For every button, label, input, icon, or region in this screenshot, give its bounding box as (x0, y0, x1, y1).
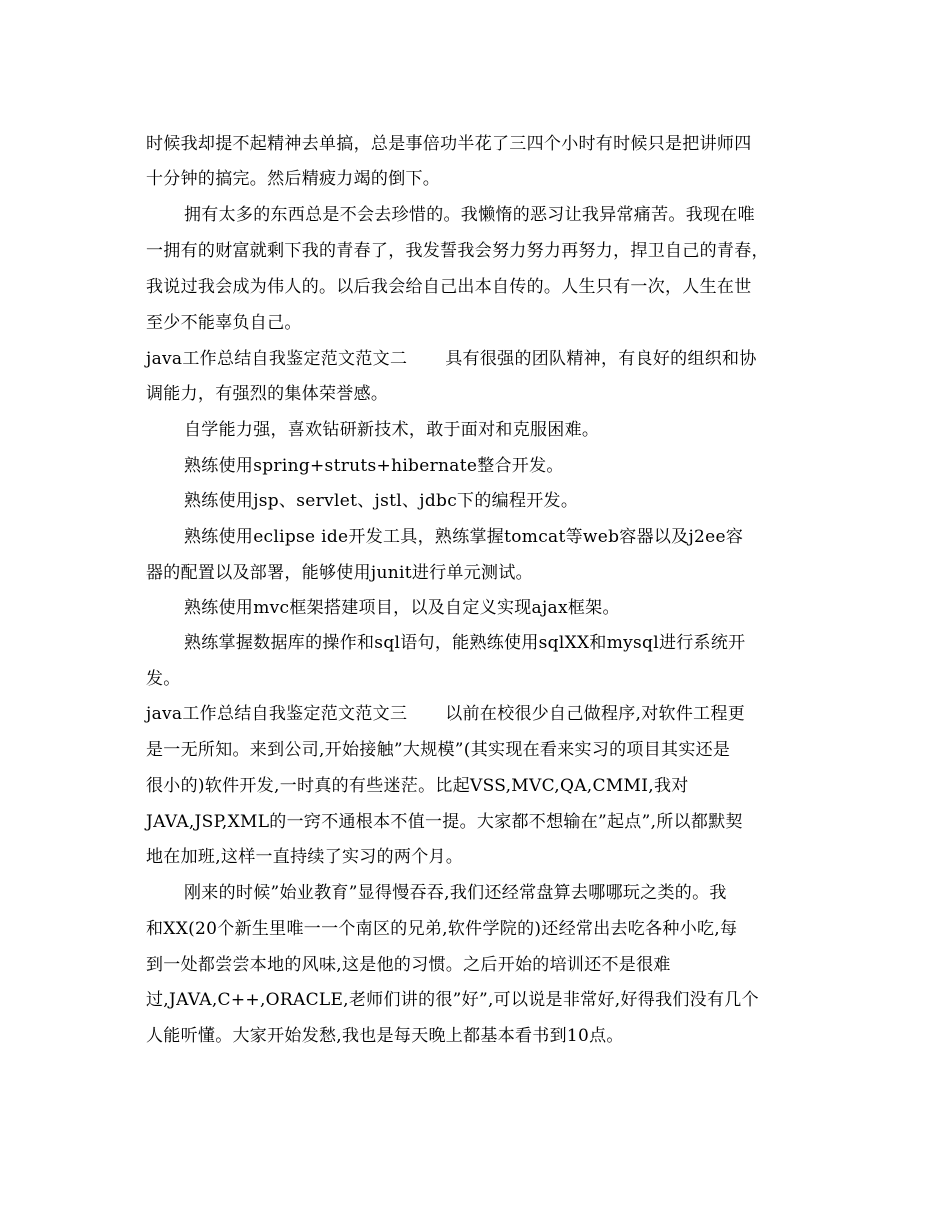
heading-trailing-text: 具有很强的团队精神，有良好的组织和协 (445, 349, 757, 369)
section-heading-line (146, 704, 745, 724)
paragraph-first-line: 拥有太多的东西总是不会去珍惜的。我懒惰的恶习让我异常痛苦。我现在唯 (184, 205, 755, 225)
paragraph-first-line: 自学能力强，喜欢钻研新技术，敢于面对和克服困难。 (184, 420, 600, 440)
heading-trailing-text: 以前在校很少自己做程序,对软件工程更 (445, 704, 746, 724)
text-line: 和XX(20个新生里唯一一个南区的兄弟,软件学院的)还经常出去吃各种小吃,每 (146, 919, 738, 939)
paragraph-first-line: 熟练使用mvc框架搭建项目，以及自定义实现ajax框架。 (184, 598, 620, 618)
paragraph-first-line: 熟练使用eclipse ide开发工具，熟练掌握tomcat等web容器以及j2ee容 (184, 527, 744, 547)
text-line: 至少不能辜负自己。 (146, 313, 302, 333)
text-line: 我说过我会成为伟人的。以后我会给自己出本自传的。人生只有一次，人生在世 (146, 277, 752, 297)
text-line: 发。 (146, 669, 181, 689)
section-heading-line (146, 349, 757, 369)
text-line: 很小的)软件开发,一时真的有些迷茫。比起VSS,MVC,QA,CMMI,我对 (146, 776, 689, 796)
text-line: 时候我却提不起精神去单搞，总是事倍功半花了三四个小时有时候只是把讲师四 (146, 134, 752, 154)
section-heading: java工作总结自我鉴定范文范文二 (146, 349, 408, 369)
text-line: 调能力，有强烈的集体荣誉感。 (146, 384, 389, 404)
text-line: 器的配置以及部署，能够使用junit进行单元测试。 (146, 563, 533, 583)
paragraph-first-line: 熟练使用spring+struts+hibernate整合开发。 (184, 456, 564, 476)
paragraph-first-line: 刚来的时候”始业教育”显得慢吞吞,我们还经常盘算去哪哪玩之类的。我 (184, 883, 727, 903)
section-heading: java工作总结自我鉴定范文范文三 (146, 704, 408, 724)
text-line: 到一处都尝尝本地的风味,这是他的习惯。之后开始的培训还不是很难 (146, 955, 671, 975)
paragraph-first-line: 熟练使用jsp、servlet、jstl、jdbc下的编程开发。 (184, 491, 579, 511)
text-line: 是一无所知。来到公司,开始接触”大规模”(其实现在看来实习的项目其实还是 (146, 740, 731, 760)
text-line: 人能听懂。大家开始发愁,我也是每天晚上都基本看书到10点。 (146, 1026, 624, 1046)
text-line: 一拥有的财富就剩下我的青春了，我发誓我会努力努力再努力，捍卫自己的青春， (146, 241, 769, 261)
text-line: 过,JAVA,C++,ORACLE,老师们讲的很”好”,可以说是非常好,好得我们没有几个 (146, 990, 759, 1010)
text-line: 十分钟的搞完。然后精疲力竭的倒下。 (146, 169, 441, 189)
text-line: 地在加班,这样一直持续了实习的两个月。 (146, 847, 464, 867)
paragraph-first-line: 熟练掌握数据库的操作和sql语句，能熟练使用sqlXX和mysql进行系统开 (184, 633, 746, 653)
text-line: JAVA,JSP,XML的一窍不通根本不值一提。大家都不想输在”起点”,所以都默契 (146, 812, 743, 832)
